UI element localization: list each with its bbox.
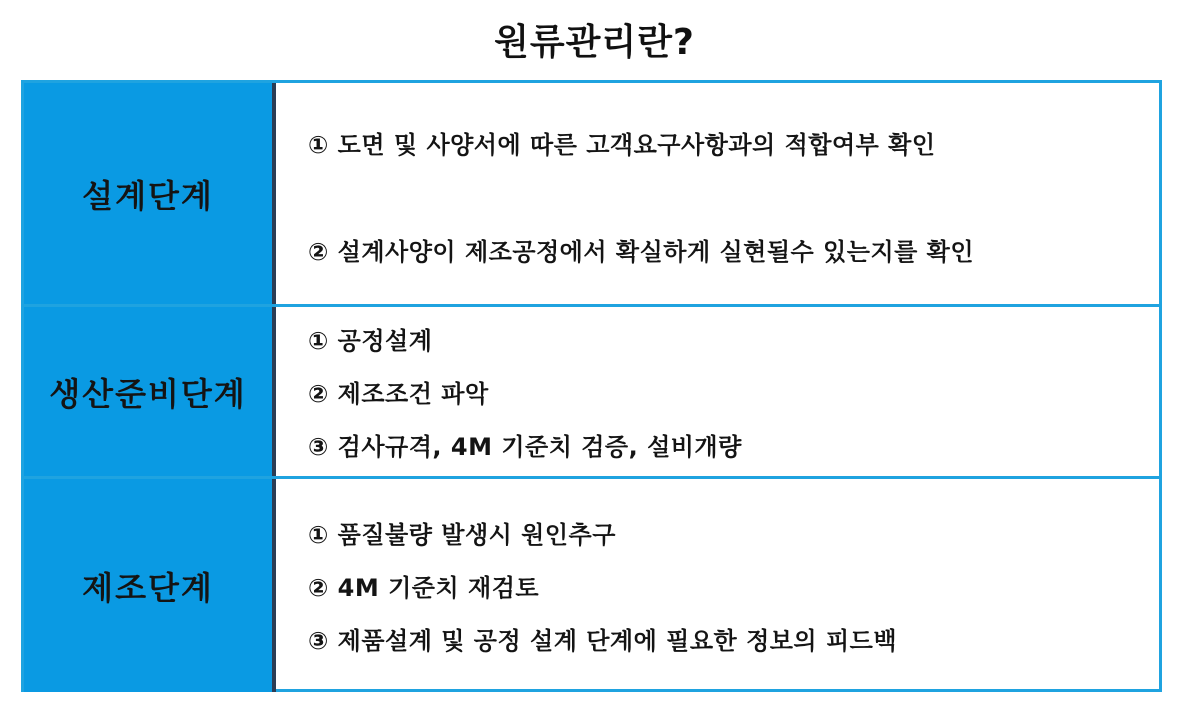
page-title: 원류관리란? xyxy=(494,22,695,63)
stage-label-cell xyxy=(24,83,276,304)
stage-item: ① 도면 및 사양서에 따른 고객요구사항과의 적합여부 확인 xyxy=(308,131,936,159)
stage-label-design: 설계단계 xyxy=(82,176,214,215)
stage-label-manufacturing: 제조단계 xyxy=(82,568,214,607)
source-management-table xyxy=(21,80,1162,692)
stage-row-production-prep xyxy=(24,304,1159,476)
stage-content-production-prep xyxy=(276,307,1159,476)
stage-content-manufacturing xyxy=(276,479,1159,692)
stage-item: ② 설계사양이 제조공정에서 확실하게 실현될수 있는지를 확인 xyxy=(308,238,975,266)
stage-item: ② 제조조건 파악 xyxy=(308,380,489,408)
stage-content-design xyxy=(276,83,1159,304)
stage-item: ① 공정설계 xyxy=(308,327,433,355)
stage-label-cell xyxy=(24,479,276,692)
stage-row-manufacturing xyxy=(24,476,1159,692)
stage-item: ② 4M 기준치 재검토 xyxy=(308,574,540,602)
stage-item: ③ 검사규격, 4M 기준치 검증, 설비개량 xyxy=(308,433,742,461)
stage-label-cell xyxy=(24,307,276,476)
stage-label-production-prep: 생산준비단계 xyxy=(49,374,247,413)
stage-item: ① 품질불량 발생시 원인추구 xyxy=(308,521,616,549)
stage-row-design xyxy=(24,83,1159,304)
stage-item: ③ 제품설계 및 공정 설계 단계에 필요한 정보의 피드백 xyxy=(308,627,898,655)
